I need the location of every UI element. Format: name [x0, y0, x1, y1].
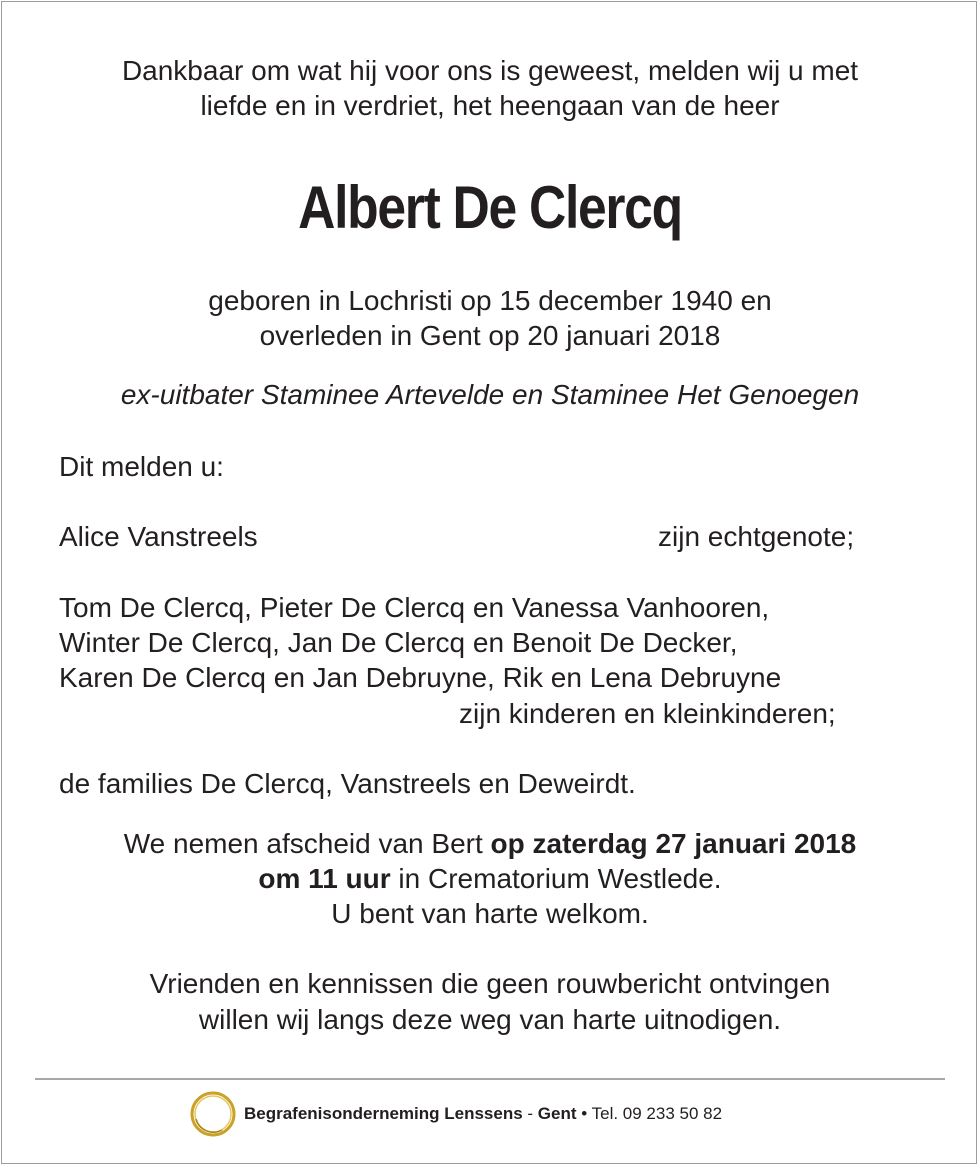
deceased-name: Albert De Clercq	[298, 174, 682, 241]
children-relation: zijn kinderen en kleinkinderen;	[459, 698, 836, 729]
company-name: Begrafenisonderneming Lenssens	[244, 1104, 523, 1123]
intro-line-2: liefde en in verdriet, het heengaan van de heer	[200, 90, 780, 121]
footer-divider	[35, 1078, 945, 1080]
invitation-line-2: willen wij langs deze weg van harte uitnodigen.	[198, 1004, 782, 1035]
welcome-line: U bent van harte welkom.	[331, 898, 649, 929]
footer-separator: -	[522, 1104, 538, 1123]
farewell-text: We nemen afscheid van Bert	[123, 828, 491, 859]
footer-text	[244, 1104, 722, 1124]
farewell-place: in Crematorium Westlede.	[390, 863, 722, 894]
company-phone: Tel. 09 233 50 82	[591, 1104, 723, 1123]
children-line-2: Winter De Clercq, Jan De Clercq en Benoit De Decker,	[59, 627, 738, 658]
spouse-name: Alice Vanstreels	[59, 521, 258, 552]
invitation-line-1: Vrienden en kennissen die geen rouwbericht ontvingen	[149, 968, 831, 999]
company-city: Gent	[537, 1104, 577, 1123]
farewell-date: op zaterdag 27 januari 2018	[490, 828, 857, 859]
farewell-line-2	[0, 862, 980, 896]
intro-line-1: Dankbaar om wat hij voor ons is geweest, melden wij u met	[121, 55, 859, 86]
farewell-line-1	[0, 827, 980, 861]
funeral-home-footer	[188, 1088, 722, 1140]
children-line-3: Karen De Clercq en Jan Debruyne, Rik en Lena Debruyne	[59, 662, 782, 693]
footer-bullet: •	[576, 1104, 592, 1123]
farewell-time: om 11 uur	[258, 863, 391, 894]
announcers-intro: Dit melden u:	[59, 451, 224, 482]
spouse-relation: zijn echtgenote;	[658, 521, 855, 552]
gold-ring-icon	[188, 1089, 238, 1139]
children-line-1: Tom De Clercq, Pieter De Clercq en Vanessa Vanhooren,	[59, 592, 770, 623]
birth-line: geboren in Lochristi op 15 december 1940 en	[208, 285, 772, 316]
occupation: ex-uitbater Staminee Artevelde en Staminee Het Genoegen	[120, 379, 860, 410]
families: de families De Clercq, Vanstreels en Deweirdt.	[59, 768, 636, 799]
death-line: overleden in Gent op 20 januari 2018	[259, 320, 721, 351]
